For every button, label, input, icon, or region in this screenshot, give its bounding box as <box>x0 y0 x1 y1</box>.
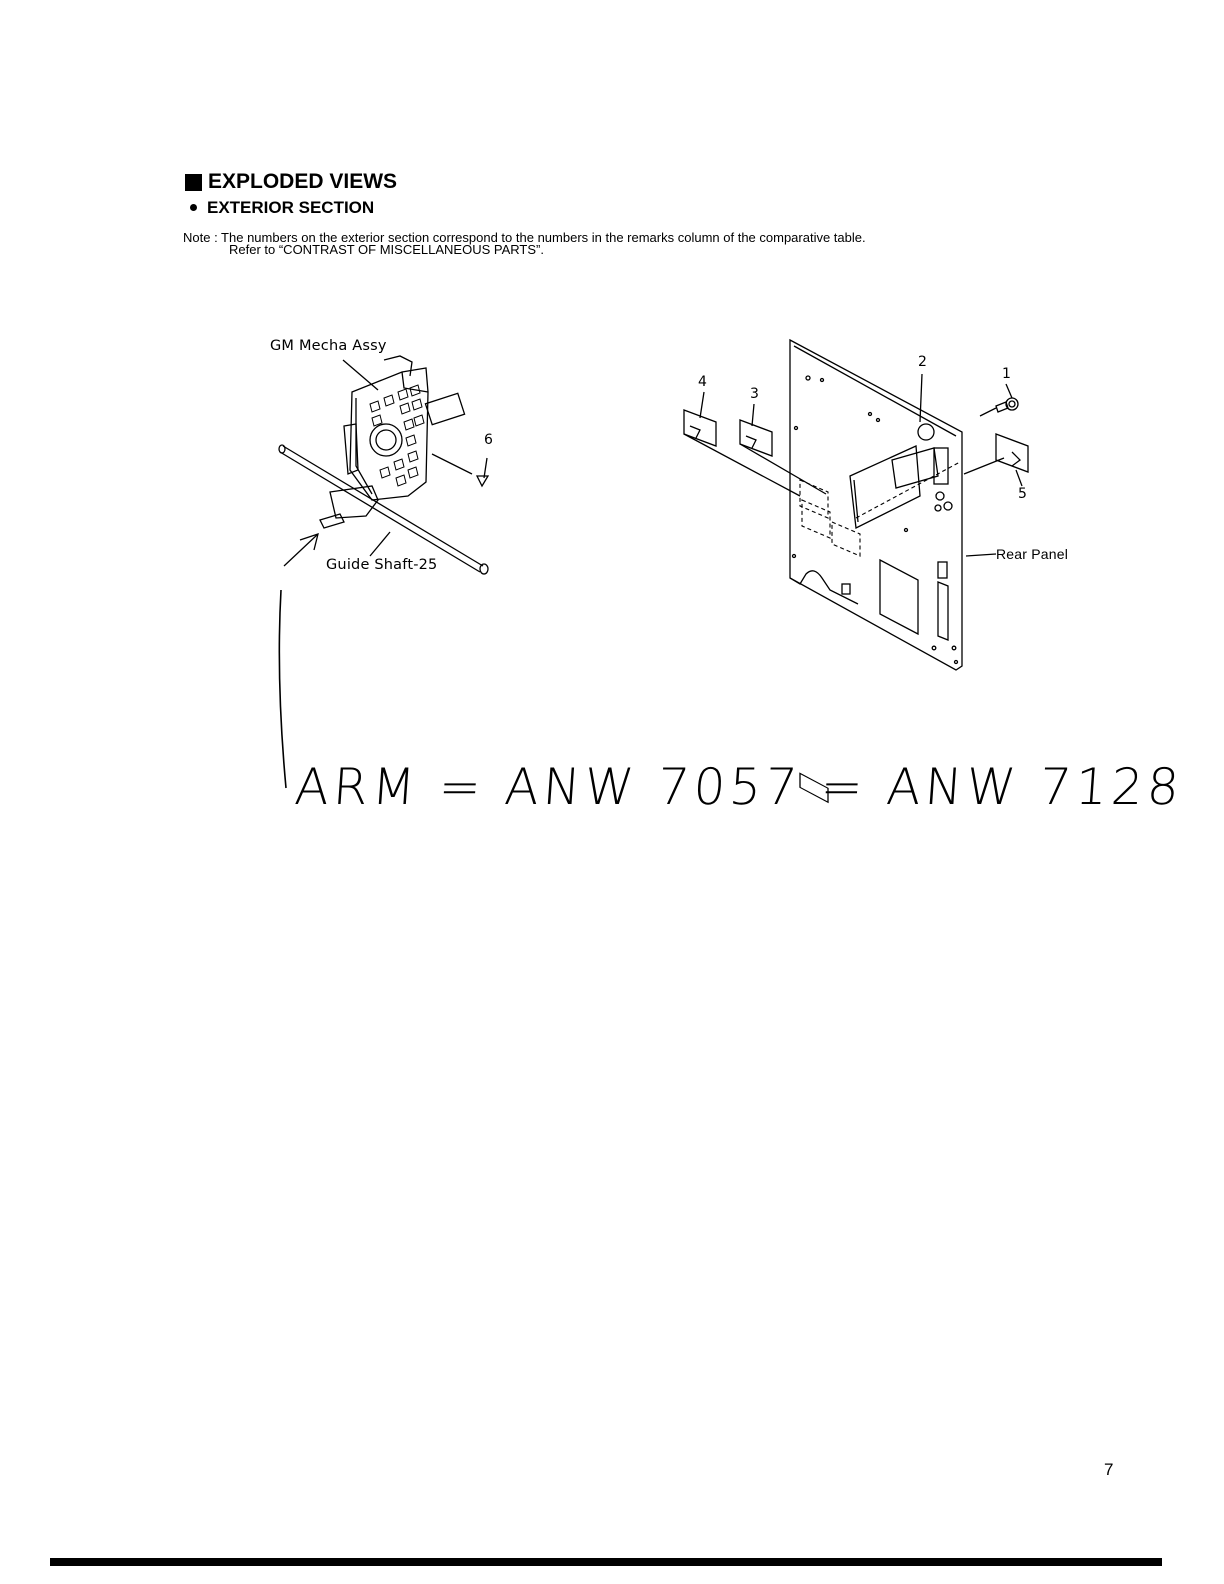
callout-6: 6 <box>484 432 493 448</box>
handwritten-line <box>279 590 286 788</box>
section-title-text: EXPLODED VIEWS <box>208 170 398 193</box>
note-line-2: Refer to “CONTRAST OF MISCELLANEOUS PARTS”. <box>229 242 544 257</box>
callout-3: 3 <box>750 386 759 402</box>
bottom-rule <box>50 1558 1162 1566</box>
callout-2: 2 <box>918 354 927 370</box>
note-line-1: Note : The numbers on the exterior section correspond to the numbers in the remarks column of the comparative table. <box>183 230 866 245</box>
callout-5: 5 <box>1018 486 1027 502</box>
callout-1: 1 <box>1002 366 1011 382</box>
label-rear-panel: Rear Panel <box>996 546 1069 562</box>
handwritten-note: ARM = ANW 7057 = ANW 7128 <box>292 758 1185 816</box>
gm-mecha-assy-drawing <box>279 356 488 574</box>
subsection-title-text: EXTERIOR SECTION <box>207 198 375 217</box>
rear-panel-drawing <box>684 340 1028 802</box>
label-guide-shaft: Guide Shaft-25 <box>326 557 438 573</box>
label-gm-mecha-assy: GM Mecha Assy <box>270 338 387 354</box>
callout-4: 4 <box>698 374 707 390</box>
page-number: 7 <box>1104 1460 1114 1479</box>
